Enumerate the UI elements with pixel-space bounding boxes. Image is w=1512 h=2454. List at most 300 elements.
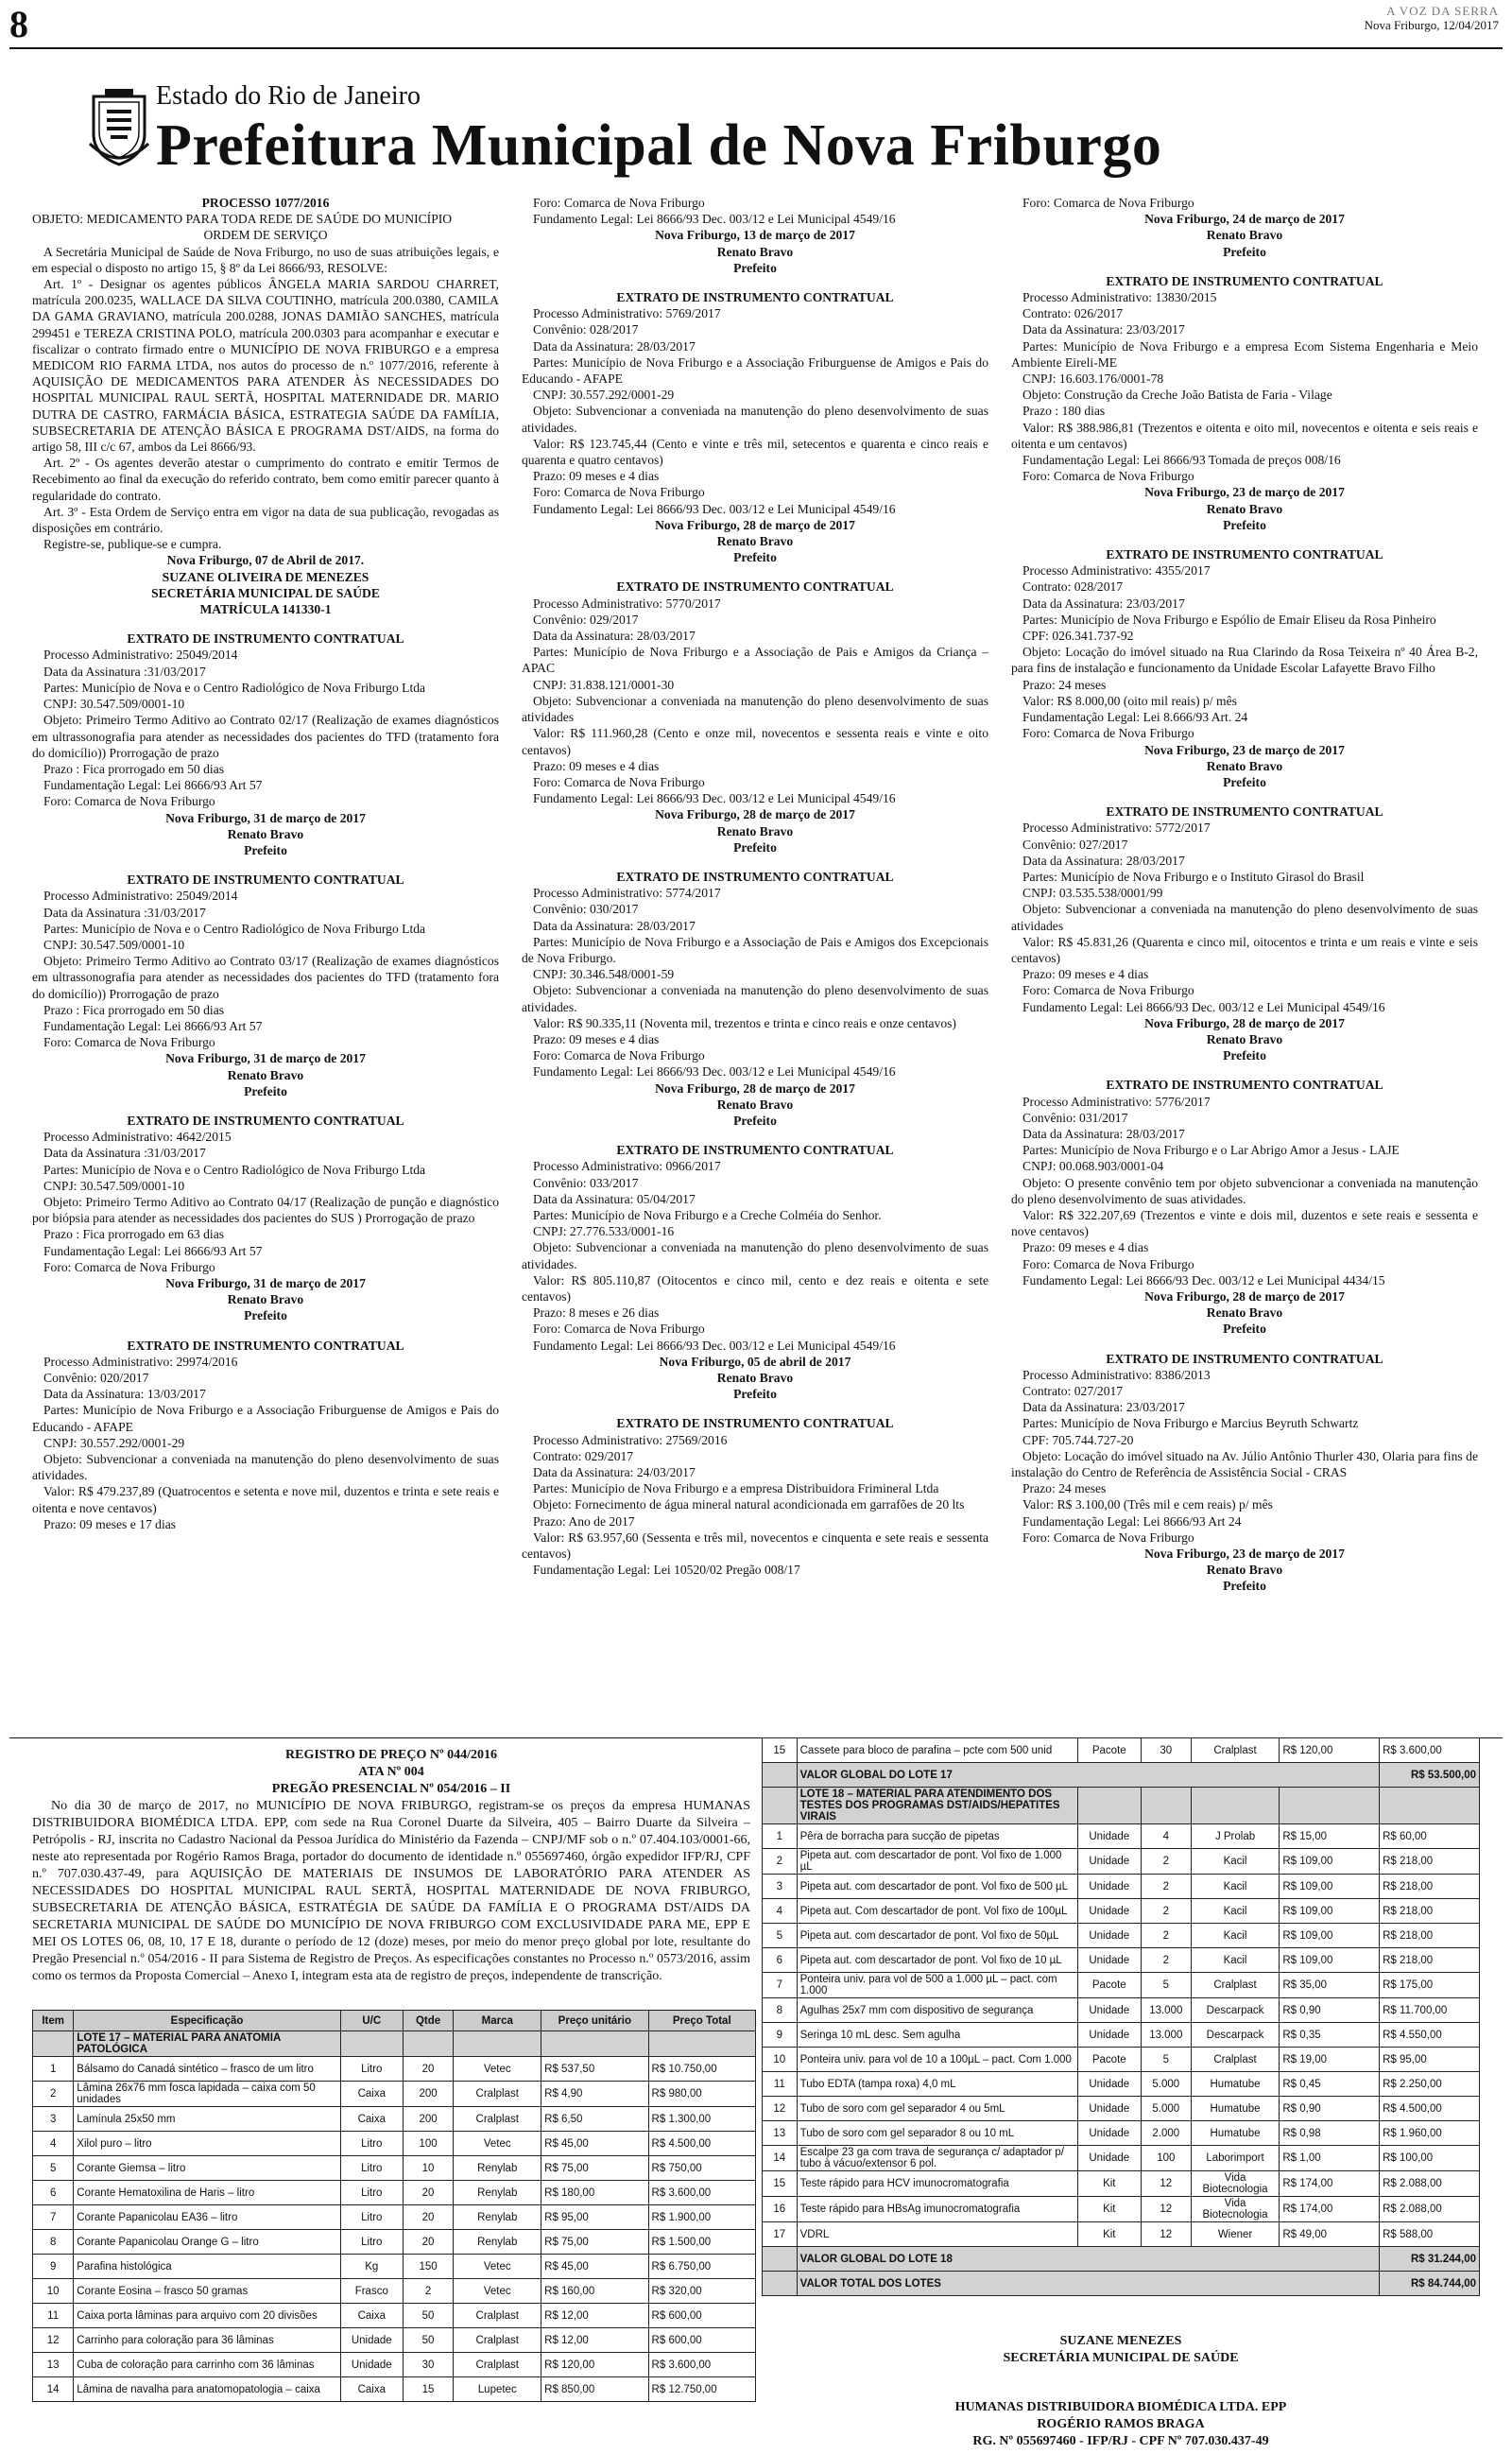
table-row: [763, 1973, 1480, 1998]
cell-total: R$ 1.300,00: [648, 2107, 755, 2132]
cell-unit-price: R$ 12,00: [541, 2304, 648, 2328]
cell-total: R$ 980,00: [648, 2082, 755, 2107]
lot-17-total-row-value: R$ 53.500,00: [1380, 1763, 1480, 1788]
notice-line: Processo Administrativo: 5774/2017: [533, 886, 721, 901]
lot-17-total-row-label: VALOR GLOBAL DO LOTE 17: [797, 1763, 1380, 1788]
notice-heading: Nova Friburgo, 28 de março de 2017: [655, 517, 855, 532]
cell-uc: Caixa: [340, 2377, 403, 2402]
cell-unit-price: R$ 75,00: [541, 2156, 648, 2181]
cell-total: R$ 100,00: [1380, 2146, 1480, 2171]
table-row: [763, 2222, 1480, 2247]
notice-heading: Renato Bravo: [716, 244, 794, 259]
notice-heading: Nova Friburgo, 31 de março de 2017: [165, 1276, 366, 1290]
cell-brand: Kacil: [1191, 1948, 1280, 1973]
page-number: 8: [9, 3, 28, 45]
notice-heading: Nova Friburgo, 24 de março de 2017: [1144, 212, 1345, 227]
notice-line: A Secretária Municipal de Saúde de Nova Friburgo, no uso de suas atribuições legais, e em especial o disposto no artigo 15, § 8º da Lei 8666/93, RESOLVE:: [32, 244, 499, 275]
cell-qty: 5: [1141, 2048, 1191, 2072]
cell-uc: Unidade: [1077, 2072, 1141, 2097]
notice-line: Objeto: Primeiro Termo Aditivo ao Contrato 03/17 (Realização de exames diagnósticos em ultrassonografia para atender as necessidades dos pacientes do TFD (tratamento fora do domicílio)) Prorrogação de prazo: [32, 954, 499, 1001]
notice-line: Foro: Comarca de Nova Friburgo: [43, 1259, 215, 1274]
cell-unit-price: R$ 95,00: [541, 2205, 648, 2230]
cell-brand: Cralplast: [454, 2353, 541, 2377]
spacer: [1011, 1063, 1478, 1077]
cell-total: R$ 4.500,00: [648, 2132, 755, 2156]
notice-line: Partes: Município de Nova e o Centro Radiológico de Nova Friburgo Ltda: [43, 921, 426, 936]
cell-qty: 150: [403, 2255, 454, 2279]
notice-heading: Nova Friburgo, 23 de março de 2017: [1144, 485, 1345, 500]
notice-line: Objeto: Primeiro Termo Aditivo ao Contrato 04/17 (Realização de punção e diagnóstico por biópsia para atender as necessidades dos pacientes do SUS ) Prorrogação de prazo: [32, 1194, 499, 1226]
cell-brand: Lupetec: [454, 2377, 541, 2402]
company-rep: ROGÉRIO RAMOS BRAGA: [1037, 2417, 1205, 2431]
notice-heading: Nova Friburgo, 28 de março de 2017: [1144, 1289, 1345, 1304]
notice-line: Convênio: 027/2017: [1022, 837, 1128, 852]
cell-total: R$ 320,00: [648, 2279, 755, 2304]
page-header-info: [1365, 4, 1499, 32]
notice-heading: EXTRATO DE INSTRUMENTO CONTRATUAL: [1106, 273, 1383, 288]
cell-total: R$ 3.600,00: [1380, 1738, 1480, 1763]
cell-spec: Xilol puro – litro: [74, 2132, 340, 2156]
notice-line: Prazo : Fica prorrogado em 63 dias: [43, 1227, 225, 1242]
table-row: [33, 2255, 756, 2279]
notice-line: Convênio: 028/2017: [533, 322, 639, 337]
table-row: [763, 2146, 1480, 2171]
notice-line: Partes: Município de Nova Friburgo e a empresa Ecom Sistema Engenharia e Meio Ambiente Eireli-ME: [1011, 338, 1478, 370]
table-row: [763, 2048, 1480, 2072]
cell-qty: 10: [403, 2156, 454, 2181]
cell-total: R$ 2.250,00: [1380, 2072, 1480, 2097]
cell-uc: Kit: [1077, 2171, 1141, 2197]
notice-line: Prazo: 8 meses e 26 dias: [533, 1305, 660, 1321]
cell-brand: Laborimport: [1191, 2146, 1280, 2171]
table-row: [33, 2132, 756, 2156]
cell-item: 13: [33, 2353, 74, 2377]
cell-uc: Caixa: [340, 2304, 403, 2328]
cell-item: 15: [763, 1738, 798, 1763]
cell-total: R$ 2.088,00: [1380, 2171, 1480, 2197]
masthead-title: Prefeitura Municipal de Nova Friburgo: [156, 113, 1162, 178]
cell-uc: Litro: [340, 2205, 403, 2230]
cell-unit-price: R$ 537,50: [541, 2057, 648, 2082]
notice-line: Objeto: Locação do imóvel situado na Rua Clarindo da Rosa Teixeira nº 40 Área B-2, para fins de instalação e funcionamento da Unidade Escolar Lafayette Bravo Filho: [1011, 645, 1478, 676]
dateline: Nova Friburgo, 12/04/2017: [1364, 18, 1499, 32]
cell-uc: Unidade: [340, 2328, 403, 2353]
notice-line: CNPJ: 30.557.292/0001-29: [533, 388, 675, 403]
cell-item: 1: [33, 2057, 74, 2082]
cell-brand: Descarpack: [1191, 2023, 1280, 2048]
cell-uc: Kit: [1077, 2197, 1141, 2222]
notice-heading: Nova Friburgo, 31 de março de 2017: [165, 1051, 366, 1066]
notice-line: Data da Assinatura: 28/03/2017: [1022, 1126, 1185, 1141]
cell-brand: J Prolab: [1191, 1824, 1280, 1849]
cell-item: 5: [763, 1924, 798, 1948]
notice-heading: EXTRATO DE INSTRUMENTO CONTRATUAL: [616, 579, 894, 595]
cell-total: R$ 600,00: [648, 2304, 755, 2328]
cell-brand: Vida Biotecnologia: [1191, 2197, 1280, 2222]
cell-spec: Tubo de soro com gel separador 4 ou 5mL: [797, 2097, 1077, 2121]
municipal-crest-icon: [88, 87, 150, 166]
notice-line: Valor: R$ 388.986,81 (Trezentos e oitenta e oito mil, novecentos e oitenta e seis reais e oitenta e um centavos): [1011, 420, 1478, 451]
table-row: [763, 1824, 1480, 1849]
notice-line: Processo Administrativo: 4642/2015: [43, 1130, 232, 1145]
notice-line: Fundamentação Legal: Lei 8666/93 Art 57: [43, 778, 263, 793]
signature-block: [762, 2333, 1480, 2450]
notice-line: Partes: Município de Nova e o Centro Radiológico de Nova Friburgo Ltda: [43, 1162, 426, 1177]
cell-total: R$ 1.960,00: [1380, 2121, 1480, 2146]
cell-total: R$ 3.600,00: [648, 2181, 755, 2205]
notice-line: Fundamento Legal: Lei 8666/93 Dec. 003/12 e Lei Municipal 4549/16: [533, 791, 896, 806]
cell-spec: Corante Hematoxilina de Haris – litro: [74, 2181, 340, 2205]
cell-spec: Pêra de borracha para sucção de pipetas: [797, 1824, 1077, 1849]
notice-line: Prazo: Ano de 2017: [533, 1513, 635, 1529]
notice-heading: Nova Friburgo, 23 de março de 2017: [1144, 1547, 1345, 1562]
cell-uc: Unidade: [1077, 1899, 1141, 1924]
lot-title-row: [763, 1788, 1480, 1824]
cell-qty: 20: [403, 2205, 454, 2230]
cell-uc: Unidade: [1077, 1875, 1141, 1899]
cell-item: 8: [763, 1998, 798, 2023]
cell-uc: Unidade: [1077, 2097, 1141, 2121]
cell-item: 7: [763, 1973, 798, 1998]
notice-line: Foro: Comarca de Nova Friburgo: [533, 485, 705, 500]
cell-unit-price: R$ 1,00: [1280, 2146, 1380, 2171]
notice-line: Fundamentação Legal: Lei 8.666/93 Art. 24: [1022, 710, 1248, 725]
col-header-uc: U/C: [340, 2011, 403, 2031]
cell-unit-price: R$ 4,90: [541, 2082, 648, 2107]
cell-qty: 50: [403, 2304, 454, 2328]
cell-brand: Renylab: [454, 2181, 541, 2205]
notice-line: Art. 1º - Designar os agentes públicos ÂNGELA MARIA SARDOU CHARRET, matrícula 200.0235, WALLACE DA SILVA COUTINHO, matrícula 200.0380, CAMILA DA GAMA GRAVIANO, matrícula 200.0288, JONAS DAMIÃO SANCHES, matrícula 299451 e TEREZA CRISTINA POLO, matrícula 200.0303 para acompanhar e executar e fiscalizar o contrato firmado entre o MUNICÍPIO DE NOVA FRIBURGO e a empresa MEDICOM RIO FARMA LTDA, nos autos do processo de n.º 1077/2016, referente à AQUISIÇÃO DE MEDICAMENTOS PARA ATENDER ÀS NECESSIDADES DO HOSPITAL MUNICIPAL RAUL SERTÃ, HOSPITAL MATERNIDADE DR. MARIO DUTRA DE CASTRO, FARMÁCIA BÁSICA, ESTRATEGIA SAÚDE DA FAMÍLIA, SUBSECRETARIA DE ATENÇÃO BÁSICA E PROGRAMA DST/AIDS, na forma do artigo 58, III c/c 67, ambos da Lei 8666/93.: [32, 277, 499, 455]
notice-line: Fundamento Legal: Lei 8666/93 Dec. 003/12 e Lei Municipal 4549/16: [533, 1064, 896, 1080]
col-header-unit-price: Preço unitário: [541, 2011, 648, 2031]
cell-brand: Vetec: [454, 2255, 541, 2279]
cell-unit-price: R$ 109,00: [1280, 1849, 1380, 1875]
notice-line: Convênio: 020/2017: [43, 1371, 149, 1386]
col-header-spec: Especificação: [74, 2011, 340, 2031]
notice-heading: Renato Bravo: [1206, 501, 1283, 516]
table-row: [33, 2082, 756, 2107]
notice-heading: Nova Friburgo, 13 de março de 2017: [655, 228, 855, 243]
notice-line: Partes: Município de Nova Friburgo e a Creche Colméia do Senhor.: [533, 1207, 882, 1222]
table-row: [33, 2107, 756, 2132]
notice-heading: Renato Bravo: [227, 1292, 304, 1307]
cell-uc: Caixa: [340, 2107, 403, 2132]
col-header-item: Item: [33, 2011, 74, 2031]
cell-unit-price: R$ 109,00: [1280, 1948, 1380, 1973]
spacer: [32, 1324, 499, 1338]
notice-line: Processo Administrativo: 25049/2014: [43, 889, 238, 904]
cell-spec: Parafina histológica: [74, 2255, 340, 2279]
notice-line: Data da Assinatura :31/03/2017: [43, 664, 206, 679]
notice-line: Partes: Município de Nova Friburgo e Espólio de Emair Eliseu da Rosa Pinheiro: [1022, 612, 1436, 627]
notice-line: Fundamentação Legal: Lei 8666/93 Art 24: [1022, 1513, 1242, 1529]
cell-spec: Pipeta aut. Com descartador de pont. Vol fixo de 100µL: [797, 1899, 1077, 1924]
notice-line: Art. 2º - Os agentes deverão atestar o cumprimento do contrato e emitir Termos de Recebimento ao final da execução do referido contrato, bem como emitir parecer quanto à regularidade do contrato.: [32, 456, 499, 503]
notice-line: Foro: Comarca de Nova Friburgo: [533, 1048, 705, 1063]
notice-line: Partes: Município de Nova Friburgo e o Instituto Girasol do Brasil: [1022, 869, 1365, 884]
table-row: [763, 1738, 1480, 1763]
cell-unit-price: R$ 160,00: [541, 2279, 648, 2304]
notice-line: Fundamentação Legal: Lei 10520/02 Pregão 008/17: [533, 1563, 800, 1578]
col-header-brand: Marca: [454, 2011, 541, 2031]
table-row: [33, 2353, 756, 2377]
cell-qty: 5: [1141, 1973, 1191, 1998]
header-rule: [9, 47, 1503, 49]
cell-brand: Cralplast: [1191, 2048, 1280, 2072]
notice-heading: Prefeito: [733, 260, 777, 275]
notice-line: Data da Assinatura: 05/04/2017: [533, 1191, 696, 1206]
cell-item: 10: [763, 2048, 798, 2072]
cell-item: 3: [33, 2107, 74, 2132]
cell-unit-price: R$ 15,00: [1280, 1824, 1380, 1849]
spacer: [1011, 1338, 1478, 1351]
notice-heading: Nova Friburgo, 23 de março de 2017: [1144, 742, 1345, 757]
cell-qty: 200: [403, 2107, 454, 2132]
cell-total: R$ 175,00: [1380, 1973, 1480, 1998]
cell-total: R$ 3.600,00: [648, 2353, 755, 2377]
notice-line: Fundamento Legal: Lei 8666/93 Dec. 003/12 e Lei Municipal 4549/16: [533, 1338, 896, 1353]
cell-unit-price: R$ 120,00: [541, 2353, 648, 2377]
notice-heading: EXTRATO DE INSTRUMENTO CONTRATUAL: [1106, 1351, 1383, 1366]
cell-uc: Kit: [1077, 2222, 1141, 2247]
cell-item: 10: [33, 2279, 74, 2304]
table-row: [763, 1849, 1480, 1875]
cell-total: R$ 6.750,00: [648, 2255, 755, 2279]
notice-heading: Prefeito: [1223, 244, 1266, 259]
registry-body: No dia 30 de março de 2017, no MUNICÍPIO DE NOVA FRIBURGO, registram-se os preços da empresa HUMANAS DISTRIBUIDORA BIOMÉDICA LTDA. EPP, com sede na Rua Coronel Duarte da Silveira, 405 – Bairro Duarte da Silveira – Petrópolis - RJ, inscrita no Cadastro Nacional da Pessoa Jurídica do Ministério da Fazenda – CNPJ/MF sob o n.º 07.404.103/0001-66, neste ato representada por Rogério Ramos Braga, portador do documento de identidade n.º 055697460, órgão expedidor IFP/RJ, CPF n.º 707.030.437-49, para AQUISIÇÃO DE MATERIAIS DE INSUMOS DE LABORATÓRIO PARA ATENDER AS NECESSIDADES DO HOSPITAL MUNICIPAL RAUL SERTÃ, HOSPITAL MATERNIDADE DE NOVA FRIBURGO, SUBSECRETARIA DE ATENÇÃO BÁSICA, ESTRATÉGIA DE SAÚDE DA FAMÍLIA E O PROGRAMA DST/AIDS DA SECRETARIA MUNICIPAL DE SAÚDE DO MUNICÍPIO DE NOVA FRIBURGO COM EXCLUSIVIDADE PARA ME, EPP E MEI OS LOTES 06, 08, 10, 17 E 18, durante o período de 12 (doze) meses, por meio do menor preço global por lote, resultante do Pregão Presencial n.º 054/2016 - II para Sistema de Registro de Preços. As especificações constantes no Processo n.º 0573/2016, assim como os termos da Proposta Comercial – Anexo I, integram esta ata de registro de preços, independente de transcrição.: [32, 1799, 750, 1983]
price-registry-notice: [32, 1747, 750, 1985]
notice-line: Prazo: 09 meses e 4 dias: [533, 469, 660, 484]
table-row: [763, 1899, 1480, 1924]
notice-line: Processo Administrativo: 25049/2014: [43, 648, 238, 663]
cell-spec: Teste rápido para HBsAg imunocromatografia: [797, 2197, 1077, 2222]
notice-heading: Prefeito: [244, 842, 287, 857]
signer-name: SUZANE MENEZES: [1059, 2334, 1182, 2348]
notice-line: CNPJ: 03.535.538/0001/99: [1022, 886, 1163, 901]
company-rep-id: RG. Nº 055697460 - IFP/RJ - CPF Nº 707.030.437-49: [972, 2434, 1269, 2448]
notice-line: Data da Assinatura: 23/03/2017: [1022, 1400, 1185, 1415]
notice-heading: EXTRATO DE INSTRUMENTO CONTRATUAL: [127, 873, 404, 888]
cell-uc: Frasco: [340, 2279, 403, 2304]
notice-line: Processo Administrativo: 8386/2013: [1022, 1367, 1211, 1382]
notice-line: Convênio: 030/2017: [533, 902, 639, 917]
cell-item: 14: [763, 2146, 798, 2171]
notice-line: CNPJ: 00.068.903/0001-04: [1022, 1159, 1164, 1174]
cell-qty: 5.000: [1141, 2072, 1191, 2097]
cell-total: R$ 2.088,00: [1380, 2197, 1480, 2222]
notice-line: Processo Administrativo: 5770/2017: [533, 596, 721, 611]
notice-line: Data da Assinatura: 23/03/2017: [1022, 596, 1185, 611]
table-row: [763, 1998, 1480, 2023]
notice-heading: EXTRATO DE INSTRUMENTO CONTRATUAL: [1106, 1078, 1383, 1093]
cell-total: R$ 218,00: [1380, 1924, 1480, 1948]
notice-heading: Nova Friburgo, 28 de março de 2017: [655, 807, 855, 822]
cell-brand: Kacil: [1191, 1899, 1280, 1924]
cell-brand: Vetec: [454, 2132, 541, 2156]
cell-qty: 5.000: [1141, 2097, 1191, 2121]
cell-item: 11: [763, 2072, 798, 2097]
table-row: [763, 2072, 1480, 2097]
notice-line: Contrato: 029/2017: [533, 1448, 634, 1463]
cell-brand: Cralplast: [454, 2107, 541, 2132]
notice-line: Valor: R$ 123.745,44 (Cento e vinte e três mil, setecentos e quarenta e cinco reais e quarenta e quatro centavos): [522, 436, 988, 468]
notice-line: Partes: Município de Nova Friburgo e a Associação de Pais e Amigos da Criança – APAC: [522, 645, 988, 676]
notice-line: Prazo: 09 meses e 17 dias: [43, 1516, 177, 1531]
cell-uc: Litro: [340, 2057, 403, 2082]
cell-qty: 12: [1141, 2197, 1191, 2222]
cell-unit-price: R$ 109,00: [1280, 1924, 1380, 1948]
cell-brand: Humatube: [1191, 2121, 1280, 2146]
notice-heading: Prefeito: [1223, 517, 1266, 532]
cell-qty: 50: [403, 2328, 454, 2353]
cell-total: R$ 750,00: [648, 2156, 755, 2181]
notice-line: Partes: Município de Nova Friburgo e a Associação Friburguense de Amigos e Pais do Educando - AFAPE: [522, 354, 988, 387]
cell-qty: 13.000: [1141, 2023, 1191, 2048]
lot-18-total-row-label: VALOR GLOBAL DO LOTE 18: [797, 2247, 1380, 2272]
cell-item: 5: [33, 2156, 74, 2181]
cell-total: R$ 4.500,00: [1380, 2097, 1480, 2121]
notice-line: Objeto: O presente convênio tem por objeto subvencionar a conveniada na manutenção do pleno desenvolvimento de suas atividades.: [1011, 1175, 1478, 1206]
spacer: [522, 565, 988, 579]
cell-total: R$ 600,00: [648, 2328, 755, 2353]
table-row: [763, 1948, 1480, 1973]
lot-18-title: LOTE 18 – MATERIAL PARA ATENDIMENTO DOS TESTES DOS PROGRAMAS DST/AIDS/HEPATITES VIRAIS: [797, 1788, 1077, 1824]
notice-line: Partes: Município de Nova Friburgo e a Associação Friburguense de Amigos e Pais do Educando - AFAPE: [32, 1403, 499, 1434]
notice-heading: EXTRATO DE INSTRUMENTO CONTRATUAL: [127, 1338, 404, 1353]
masthead-state: Estado do Rio de Janeiro: [156, 81, 421, 111]
cell-spec: Pipeta aut. com descartador de pont. Vol fixo de 10 µL: [797, 1948, 1077, 1973]
table-row: [763, 2197, 1480, 2222]
notice-line: CNPJ: 30.547.509/0001-10: [43, 697, 185, 712]
notice-line: Foro: Comarca de Nova Friburgo: [533, 196, 705, 210]
cell-item: 2: [33, 2082, 74, 2107]
notice-line: Data da Assinatura: 28/03/2017: [533, 918, 696, 933]
cell-total: R$ 218,00: [1380, 1849, 1480, 1875]
cell-brand: Kacil: [1191, 1875, 1280, 1899]
cell-uc: Pacote: [1077, 1973, 1141, 1998]
cell-unit-price: R$ 45,00: [541, 2132, 648, 2156]
cell-uc: Unidade: [1077, 2023, 1141, 2048]
notice-heading: Renato Bravo: [1206, 1305, 1283, 1321]
cell-unit-price: R$ 45,00: [541, 2255, 648, 2279]
notice-line: Valor: R$ 45.831,26 (Quarenta e cinco mil, oitocentos e trinta e um reais e vinte e seis centavos): [1011, 934, 1478, 965]
notice-heading: Prefeito: [1223, 774, 1266, 789]
table-row: [763, 2097, 1480, 2121]
notice-heading: Renato Bravo: [227, 826, 304, 841]
notice-line: Art. 3º - Esta Ordem de Serviço entra em vigor na data de sua publicação, revogadas as disposições em contrário.: [32, 504, 499, 536]
registry-pregao: PREGÃO PRESENCIAL Nº 054/2016 – II: [271, 1782, 511, 1796]
lot-17-title: LOTE 17 – MATERIAL PARA ANATOMIA PATOLÓGICA: [74, 2031, 340, 2057]
cell-qty: 12: [1141, 2171, 1191, 2197]
cell-uc: Unidade: [340, 2353, 403, 2377]
notice-line: CPF: 705.744.727-20: [1022, 1432, 1134, 1447]
notice-line: Objeto: Subvencionar a conveniada na manutenção do pleno desenvolvimento de suas atividades: [522, 693, 988, 725]
cell-unit-price: R$ 75,00: [541, 2230, 648, 2255]
notice-heading: Renato Bravo: [1206, 228, 1283, 243]
notice-line: Prazo: 09 meses e 4 dias: [1022, 1240, 1149, 1255]
cell-spec: Caixa porta lâminas para arquivo com 20 divisões: [74, 2304, 340, 2328]
cell-qty: 15: [403, 2377, 454, 2402]
cell-spec: Pipeta aut. com descartador de pont. Vol fixo de 50µL: [797, 1924, 1077, 1948]
cell-spec: Lamínula 25x50 mm: [74, 2107, 340, 2132]
masthead: [156, 81, 1375, 187]
notice-line: Data da Assinatura: 28/03/2017: [533, 629, 696, 644]
notice-line: Prazo : 180 dias: [1022, 404, 1106, 419]
cell-qty: 2: [1141, 1899, 1191, 1924]
cell-unit-price: R$ 19,00: [1280, 2048, 1380, 2072]
notice-heading: Prefeito: [1223, 1048, 1266, 1063]
notice-line: Processo Administrativo: 0966/2017: [533, 1159, 721, 1174]
cell-total: R$ 4.550,00: [1380, 2023, 1480, 2048]
table-row: [33, 2279, 756, 2304]
cell-qty: 2: [1141, 1948, 1191, 1973]
cell-item: 12: [763, 2097, 798, 2121]
notice-line: Contrato: 027/2017: [1022, 1384, 1124, 1399]
cell-total: R$ 95,00: [1380, 2048, 1480, 2072]
notice-line: Registre-se, publique-se e cumpra.: [43, 537, 222, 552]
notice-heading: EXTRATO DE INSTRUMENTO CONTRATUAL: [616, 290, 894, 305]
notice-line: Partes: Município de Nova Friburgo e a Associação de Pais e Amigos dos Excepcionais de Nova Friburgo.: [522, 934, 988, 965]
notice-line: Data da Assinatura :31/03/2017: [43, 1146, 206, 1161]
grand-total-row-value: R$ 84.744,00: [1380, 2272, 1480, 2296]
column-3: [1011, 195, 1478, 1731]
notice-line: Data da Assinatura: 23/03/2017: [1022, 322, 1185, 337]
notice-line: Objeto: Primeiro Termo Aditivo ao Contrato 02/17 (Realização de exames diagnósticos em ultrassonografia para atender as necessidades dos pacientes do TFD (tratamento fora do domicílio)) Prorrogação de prazo: [32, 713, 499, 760]
table-row: [33, 2230, 756, 2255]
notice-line: Valor: R$ 805.110,87 (Oitocentos e cinco mil, cento e dez reais e oitenta e sete centavos): [522, 1272, 988, 1304]
notice-line: Valor: R$ 322.207,69 (Trezentos e vinte e dois mil, duzentos e sete reais e sessenta e nove centavos): [1011, 1207, 1478, 1239]
notice-line: Objeto: Subvencionar a conveniada na manutenção do pleno desenvolvimento de suas atividades.: [522, 983, 988, 1014]
table-row: [33, 2057, 756, 2082]
cell-qty: 12: [1141, 2222, 1191, 2247]
spacer: [522, 1402, 988, 1415]
cell-brand: Kacil: [1191, 1849, 1280, 1875]
notice-line: Foro: Comarca de Nova Friburgo: [1022, 983, 1194, 998]
cell-spec: Escalpe 23 ga com trava de segurança c/ adaptador p/ tubo à vácuo/extensor 6 pol.: [797, 2146, 1077, 2171]
notice-line: CNPJ: 30.547.509/0001-10: [43, 1178, 185, 1193]
cell-uc: Pacote: [1077, 2048, 1141, 2072]
cell-uc: Unidade: [1077, 2121, 1141, 2146]
notice-line: Data da Assinatura: 24/03/2017: [533, 1465, 696, 1480]
cell-spec: Corante Papanicolau EA36 – litro: [74, 2205, 340, 2230]
notice-line: Processo Administrativo: 5769/2017: [533, 306, 721, 321]
notice-line: Valor: R$ 111.960,28 (Cento e onze mil, novecentos e sessenta reais e vinte e oito centavos): [522, 726, 988, 757]
notice-heading: Prefeito: [733, 1387, 777, 1402]
table-row: [33, 2328, 756, 2353]
cell-spec: Teste rápido para HCV imunocromatografia: [797, 2171, 1077, 2197]
notice-heading: PROCESSO 1077/2016: [201, 196, 330, 210]
cell-spec: Tubo de soro com gel separador 8 ou 10 mL: [797, 2121, 1077, 2146]
spacer: [522, 1129, 988, 1142]
cell-brand: Renylab: [454, 2230, 541, 2255]
notice-line: Foro: Comarca de Nova Friburgo: [43, 1035, 215, 1050]
notice-line: Processo Administrativo: 13830/2015: [1022, 290, 1217, 305]
cell-item: 3: [763, 1875, 798, 1899]
notice-line: Convênio: 029/2017: [533, 612, 639, 627]
notice-line: Valor: R$ 8.000,00 (oito mil reais) p/ mês: [1022, 693, 1237, 708]
notice-line: Prazo: 24 meses: [1022, 677, 1107, 692]
spacer: [522, 855, 988, 869]
spacer: [1011, 533, 1478, 546]
table-row: [33, 2156, 756, 2181]
notice-heading: Nova Friburgo, 07 de Abril de 2017.: [166, 553, 365, 568]
table-row: [33, 2205, 756, 2230]
col-header-qty: Qtde: [403, 2011, 454, 2031]
notice-line: Fundamento Legal: Lei 8666/93 Dec. 003/12 e Lei Municipal 4549/16: [533, 501, 896, 516]
notice-heading: Renato Bravo: [227, 1067, 304, 1082]
notice-line: Partes: Município de Nova e o Centro Radiológico de Nova Friburgo Ltda: [43, 680, 426, 695]
notice-line: Objeto: Subvencionar a conveniada na manutenção do pleno desenvolvimento de suas atividades.: [32, 1452, 499, 1483]
